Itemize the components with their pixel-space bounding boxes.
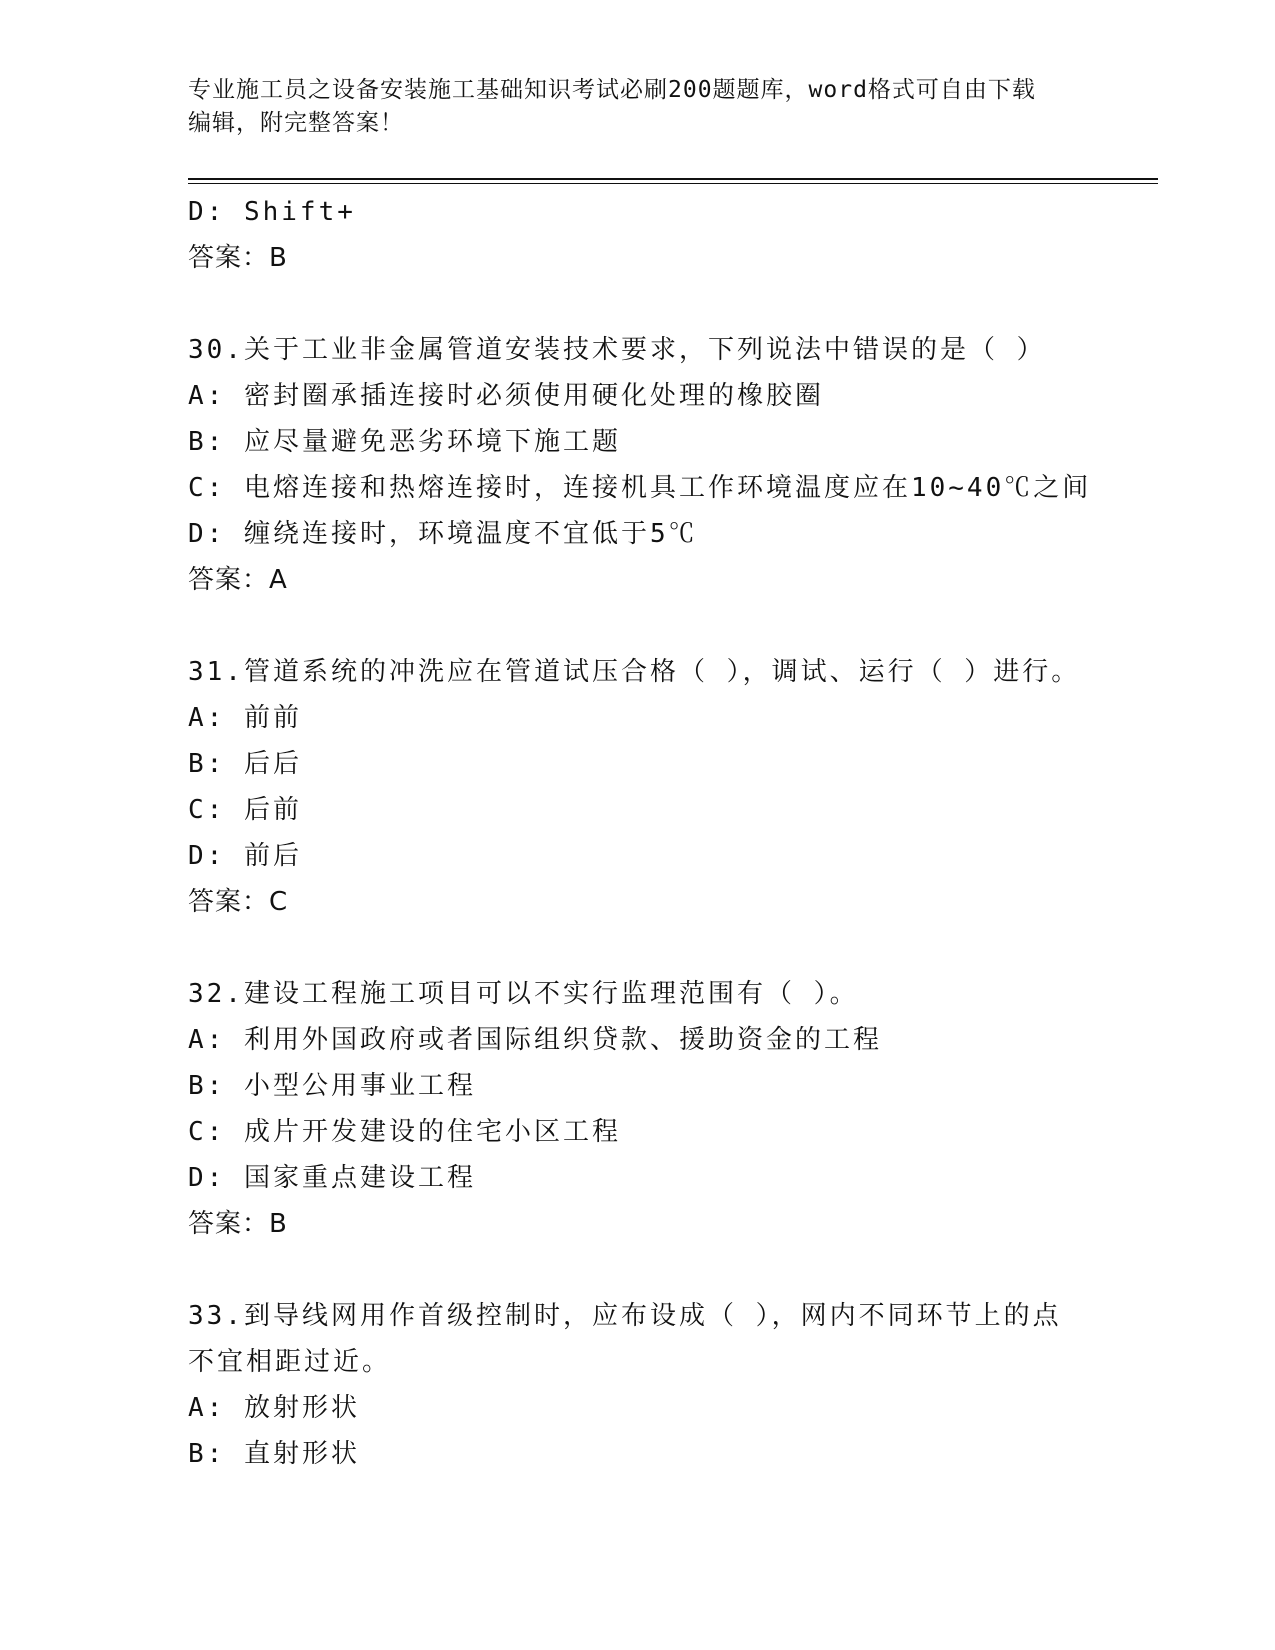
option-b: B: 后后 [188,749,302,779]
spacer [188,925,1148,971]
answer-line: 答案：A [188,565,288,595]
option-b: B: 小型公用事业工程 [188,1071,476,1101]
option-a: A: 利用外国政府或者国际组织贷款、援助资金的工程 [188,1025,882,1055]
header-divider-thick [188,178,1158,180]
option-d: D: 缠绕连接时，环境温度不宜低于5℃ [188,519,698,549]
question-31 [188,649,1148,925]
option-d: D: Shift+ [188,197,356,227]
header-title-line-2: 编辑，附完整答案！ [188,110,404,136]
option-d: D: 前后 [188,841,302,871]
spacer [188,603,1148,649]
question-stem: 30.关于工业非金属管道安装技术要求，下列说法中错误的是（ ） [188,335,1046,365]
option-a: A: 密封圈承插连接时必须使用硬化处理的橡胶圈 [188,381,824,411]
header-divider-thin [188,183,1158,184]
option-c: C: 成片开发建设的住宅小区工程 [188,1117,621,1147]
question-29-tail [188,189,1148,281]
question-stem-line-1: 33.到导线网用作首级控制时，应布设成（ ），网内不同环节上的点 [188,1301,1062,1331]
option-a: A: 前前 [188,703,302,733]
question-list [188,189,1148,1477]
option-c: C: 电熔连接和热熔连接时，连接机具工作环境温度应在10~40℃之间 [188,473,1092,503]
question-stem: 31.管道系统的冲洗应在管道试压合格（ ），调试、运行（ ）进行。 [188,657,1081,687]
question-32 [188,971,1148,1247]
answer-line: 答案：B [188,243,288,273]
spacer [188,281,1148,327]
answer-line: 答案：B [188,1209,288,1239]
option-c: C: 后前 [188,795,302,825]
option-b: B: 直射形状 [188,1439,360,1469]
question-stem-line-2: 不宜相距过近。 [188,1347,392,1377]
header-title-line-1: 专业施工员之设备安装施工基础知识考试必刷200题题库，word格式可自由下载 [188,77,1036,103]
question-30 [188,327,1148,603]
spacer [188,1247,1148,1293]
question-33 [188,1293,1148,1477]
option-b: B: 应尽量避免恶劣环境下施工题 [188,427,621,457]
option-a: A: 放射形状 [188,1393,360,1423]
question-stem: 32.建设工程施工项目可以不实行监理范围有（ ）。 [188,979,859,1009]
document-header [188,74,1088,140]
answer-line: 答案：C [188,887,289,917]
option-d: D: 国家重点建设工程 [188,1163,476,1193]
